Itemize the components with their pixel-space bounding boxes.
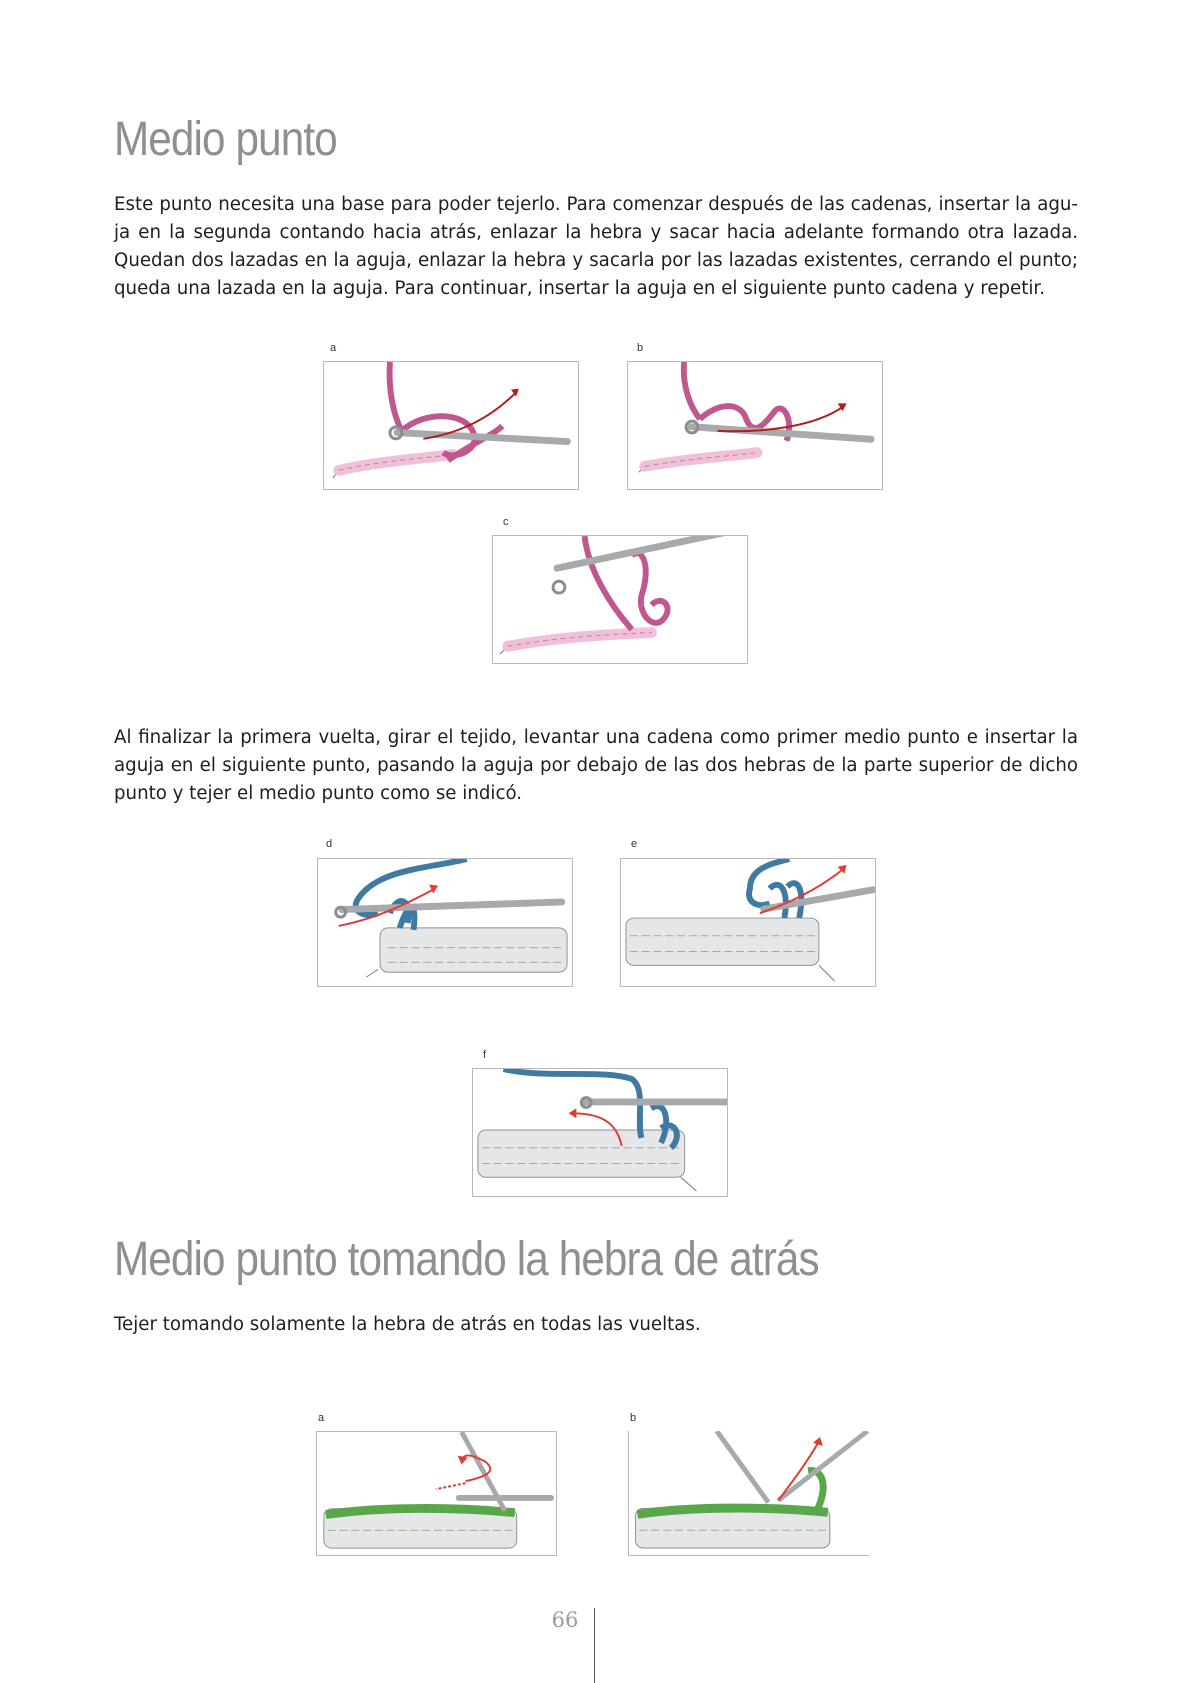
figure-e-illustration	[620, 858, 876, 987]
figure-2b-label: b	[630, 1412, 637, 1424]
figure-a-label: a	[330, 342, 337, 354]
figure-c-illustration	[492, 535, 748, 664]
page-number: 66	[551, 1608, 579, 1632]
section-title-hebra-de-atras: Medio punto tomando la hebra de atrás	[114, 1233, 819, 1286]
figure-a-illustration	[323, 361, 579, 490]
figure-b-label: b	[637, 342, 644, 354]
figure-2a-illustration	[316, 1431, 557, 1556]
page-number-rule	[594, 1608, 595, 1683]
figure-d-label: d	[326, 838, 333, 850]
section-title-medio-punto: Medio punto	[114, 113, 337, 166]
figure-f-label: f	[483, 1049, 487, 1061]
figure-c-label: c	[503, 516, 509, 528]
third-paragraph: Tejer tomando solamente la hebra de atrás en todas las vueltas.	[114, 1314, 701, 1335]
figure-2a-label: a	[318, 1412, 325, 1424]
figure-2b-illustration	[628, 1431, 869, 1556]
second-paragraph: Al finalizar la primera vuelta, girar el tejido, levantar una cadena como primer medio punto e insertar la aguja en el siguiente punto, pasando la aguja por debajo de las dos hebras de la parte superior de dicho punto y tejer el medio punto como se indicó.	[114, 727, 1078, 804]
figure-f-illustration	[472, 1068, 728, 1197]
figure-b-illustration	[627, 361, 883, 490]
intro-paragraph: Este punto necesita una base para poder tejerlo. Para comenzar después de las cadenas, insertar la agu- ja en la segunda contando hacia atrás, enlazar la hebra y sacar hacia adelante formando otra lazada. Quedan dos lazadas en la aguja, enlazar la hebra y sacarla por las lazadas existentes, cerrando el punto; queda una lazada en la aguja. Para continuar, insertar la aguja en el siguiente punto cadena y repetir.	[114, 194, 1078, 299]
figure-e-label: e	[631, 838, 638, 850]
figure-d-illustration	[317, 858, 573, 987]
